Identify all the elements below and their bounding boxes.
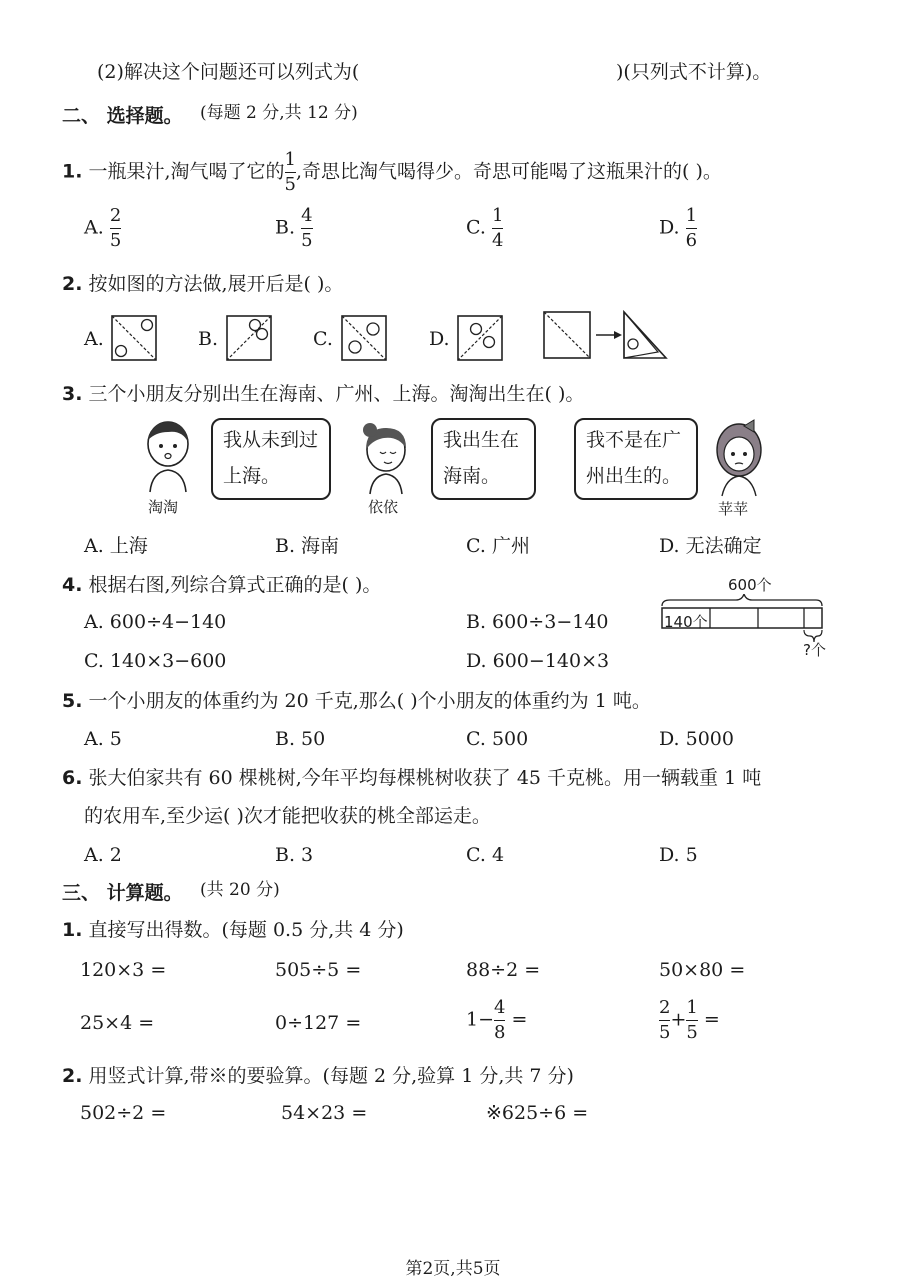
speech-bubble-taotao [211,418,331,500]
speech-taotao-line2: 上海。 [223,465,281,487]
q4-option-b[interactable]: B. 600÷3−140 [466,611,609,633]
q3-option-a[interactable]: A. 上海 [84,535,148,557]
q4-diagram-unknown: ?个 [803,641,826,659]
q6-option-a[interactable]: A. 2 [84,844,122,866]
q2-text: 按如图的方法做,展开后是( )。 [88,273,344,295]
q4-option-d[interactable]: D. 600−140×3 [466,650,610,672]
q1-option-c-den: 4 [491,229,504,251]
q1-option-d-frac [686,206,697,251]
c1-item-8-op: + [670,1008,687,1031]
q6-option-c[interactable]: C. 4 [466,844,505,866]
c1-item-7-den: 8 [494,1021,506,1043]
q6-option-b[interactable]: B. 3 [275,844,314,866]
q1-option-b[interactable] [275,206,313,251]
q5-option-a[interactable]: A. 5 [84,728,122,750]
q2-option-d-figure[interactable] [456,314,504,362]
speech-bubble-pingping [574,418,698,500]
q4-option-a[interactable]: A. 600÷4−140 [84,611,227,633]
q4-option-c[interactable]: C. 140×3−600 [84,650,227,672]
q4-question [62,573,381,597]
q1-option-d-num: 1 [685,205,698,226]
girl-with-bow-avatar-icon [708,418,770,498]
section2-title: 二、 选择题。 [62,105,183,127]
kid-name-taotao: 淘淘 [148,498,179,516]
c1-item-7-post: = [505,1008,528,1031]
c1-item-8-frac1 [659,998,670,1043]
q5-question [62,689,651,713]
q2-option-d-label[interactable]: D. [429,328,450,350]
q2-option-c-label[interactable]: C. [313,328,333,350]
c1-item-4[interactable]: 50×80 = [659,959,746,981]
q1-option-c-num: 1 [491,205,504,226]
speech-bubble-yiyi [431,418,536,500]
c1-question [62,918,404,942]
speech-pingping-line1: 我不是在广 [586,429,682,451]
speech-yiyi-line2: 海南。 [443,465,501,487]
q1-option-c-frac [492,206,503,251]
q4-number: 4. [62,574,83,596]
q4-text: 根据右图,列综合算式正确的是( )。 [88,574,382,596]
c1-item-2[interactable]: 505÷5 = [275,959,362,981]
girl-avatar-icon [356,420,416,495]
q1-option-a-frac [110,206,121,251]
c1-item-3[interactable]: 88÷2 = [466,959,541,981]
c1-item-8-den2: 5 [686,1021,698,1043]
c1-item-1[interactable]: 120×3 = [80,959,167,981]
c1-item-8-num1: 2 [659,997,671,1018]
q5-option-c[interactable]: C. 500 [466,728,529,750]
q3-text: 三个小朋友分别出生在海南、广州、上海。淘淘出生在( )。 [88,383,585,405]
c1-item-8-den1: 5 [659,1021,671,1043]
q5-option-b[interactable]: B. 50 [275,728,326,750]
q4-diagram-total: 600个 [728,576,772,594]
c2-item-2[interactable]: 54×23 = [281,1102,368,1124]
c1-number: 1. [62,919,83,941]
c1-item-8-frac2 [686,998,697,1043]
q3-option-d[interactable]: D. 无法确定 [659,535,762,557]
c2-text: 用竖式计算,带※的要验算。(每题 2 分,验算 1 分,共 7 分) [88,1065,574,1087]
q2-number: 2. [62,273,83,295]
c2-item-1[interactable]: 502÷2 = [80,1102,167,1124]
q1-question [62,150,722,195]
speech-pingping-line2: 州出生的。 [586,465,682,487]
c1-item-7-pre: 1− [466,1008,495,1031]
c1-item-6[interactable]: 0÷127 = [275,1012,362,1034]
q1-text-b: ,奇思比淘气喝得少。奇思可能喝了这瓶果汁的( )。 [296,160,722,183]
q1-option-c[interactable] [466,206,503,251]
q1-option-a[interactable] [84,206,121,251]
q1-text-a: 一瓶果汁,淘气喝了它的 [88,160,285,183]
q3-option-b[interactable]: B. 海南 [275,535,340,557]
c1-item-8-post: = [697,1008,720,1031]
q5-option-d[interactable]: D. 5000 [659,728,734,750]
c2-item-3[interactable]: ※625÷6 = [486,1102,589,1124]
page-footer: 第2页,共5页 [405,1259,501,1279]
q2-option-b-label[interactable]: B. [198,328,219,350]
q6-text-line1: 张大伯家共有 60 棵桃树,今年平均每棵桃树收获了 45 千克桃。用一辆载重 1 吨 [88,767,762,789]
q4-diagram-part: 140个 [664,613,708,631]
q2-option-c-figure[interactable] [340,314,388,362]
top-line-suffix: )(只列式不计算)。 [616,61,772,83]
q2-question [62,272,343,296]
q1-option-c-label: C. [466,216,486,239]
q1-option-d[interactable] [659,206,697,251]
q1-fraction [285,150,296,195]
q1-option-b-den: 5 [301,229,313,251]
q1-fraction-den: 5 [284,173,296,195]
top-line-prefix: (2)解决这个问题还可以列式为( [97,61,360,83]
q3-number: 3. [62,383,83,405]
c1-item-7-frac [494,998,505,1043]
q1-option-d-label: D. [659,216,680,239]
q2-option-b-figure[interactable] [225,314,273,362]
q5-number: 5. [62,690,83,712]
kid-name-yiyi: 依依 [368,498,399,516]
boy-avatar-icon [138,418,198,493]
q1-option-a-den: 5 [109,229,122,251]
q6-option-d[interactable]: D. 5 [659,844,698,866]
section2-note: (每题 2 分,共 12 分) [200,103,358,123]
q2-fold-diagram [540,308,670,366]
q3-option-c[interactable]: C. 广州 [466,535,530,557]
section3-note: (共 20 分) [200,880,280,900]
q2-option-a-figure[interactable] [110,314,158,362]
q1-option-b-frac [301,206,312,251]
q1-option-a-num: 2 [109,205,122,226]
q3-question [62,382,584,406]
c1-item-5[interactable]: 25×4 = [80,1012,155,1034]
q1-option-a-label: A. [84,216,104,239]
kid-name-pingping: 苹苹 [718,500,749,518]
q5-text: 一个小朋友的体重约为 20 千克,那么( )个小朋友的体重约为 1 吨。 [88,690,651,712]
c2-number: 2. [62,1065,83,1087]
c2-question [62,1064,574,1088]
section3-title: 三、 计算题。 [62,882,183,904]
q1-number: 1. [62,160,83,183]
c1-item-8[interactable] [659,998,720,1043]
q1-fraction-num: 1 [284,149,296,170]
q1-option-b-label: B. [275,216,296,239]
q1-option-d-den: 6 [685,229,698,251]
q6-number: 6. [62,767,83,789]
c1-text: 直接写出得数。(每题 0.5 分,共 4 分) [88,919,404,941]
q6-question-line1 [62,766,761,790]
c1-item-7[interactable] [466,998,527,1043]
c1-item-7-num: 4 [494,997,506,1018]
c1-item-8-num2: 1 [686,997,698,1018]
q2-option-a-label[interactable]: A. [84,328,104,350]
speech-taotao-line1: 我从未到过 [223,429,319,451]
speech-yiyi-line1: 我出生在 [443,429,520,451]
q1-option-b-num: 4 [301,205,313,226]
q6-text-line2: 的农用车,至少运( )次才能把收获的桃全部运走。 [84,805,491,827]
